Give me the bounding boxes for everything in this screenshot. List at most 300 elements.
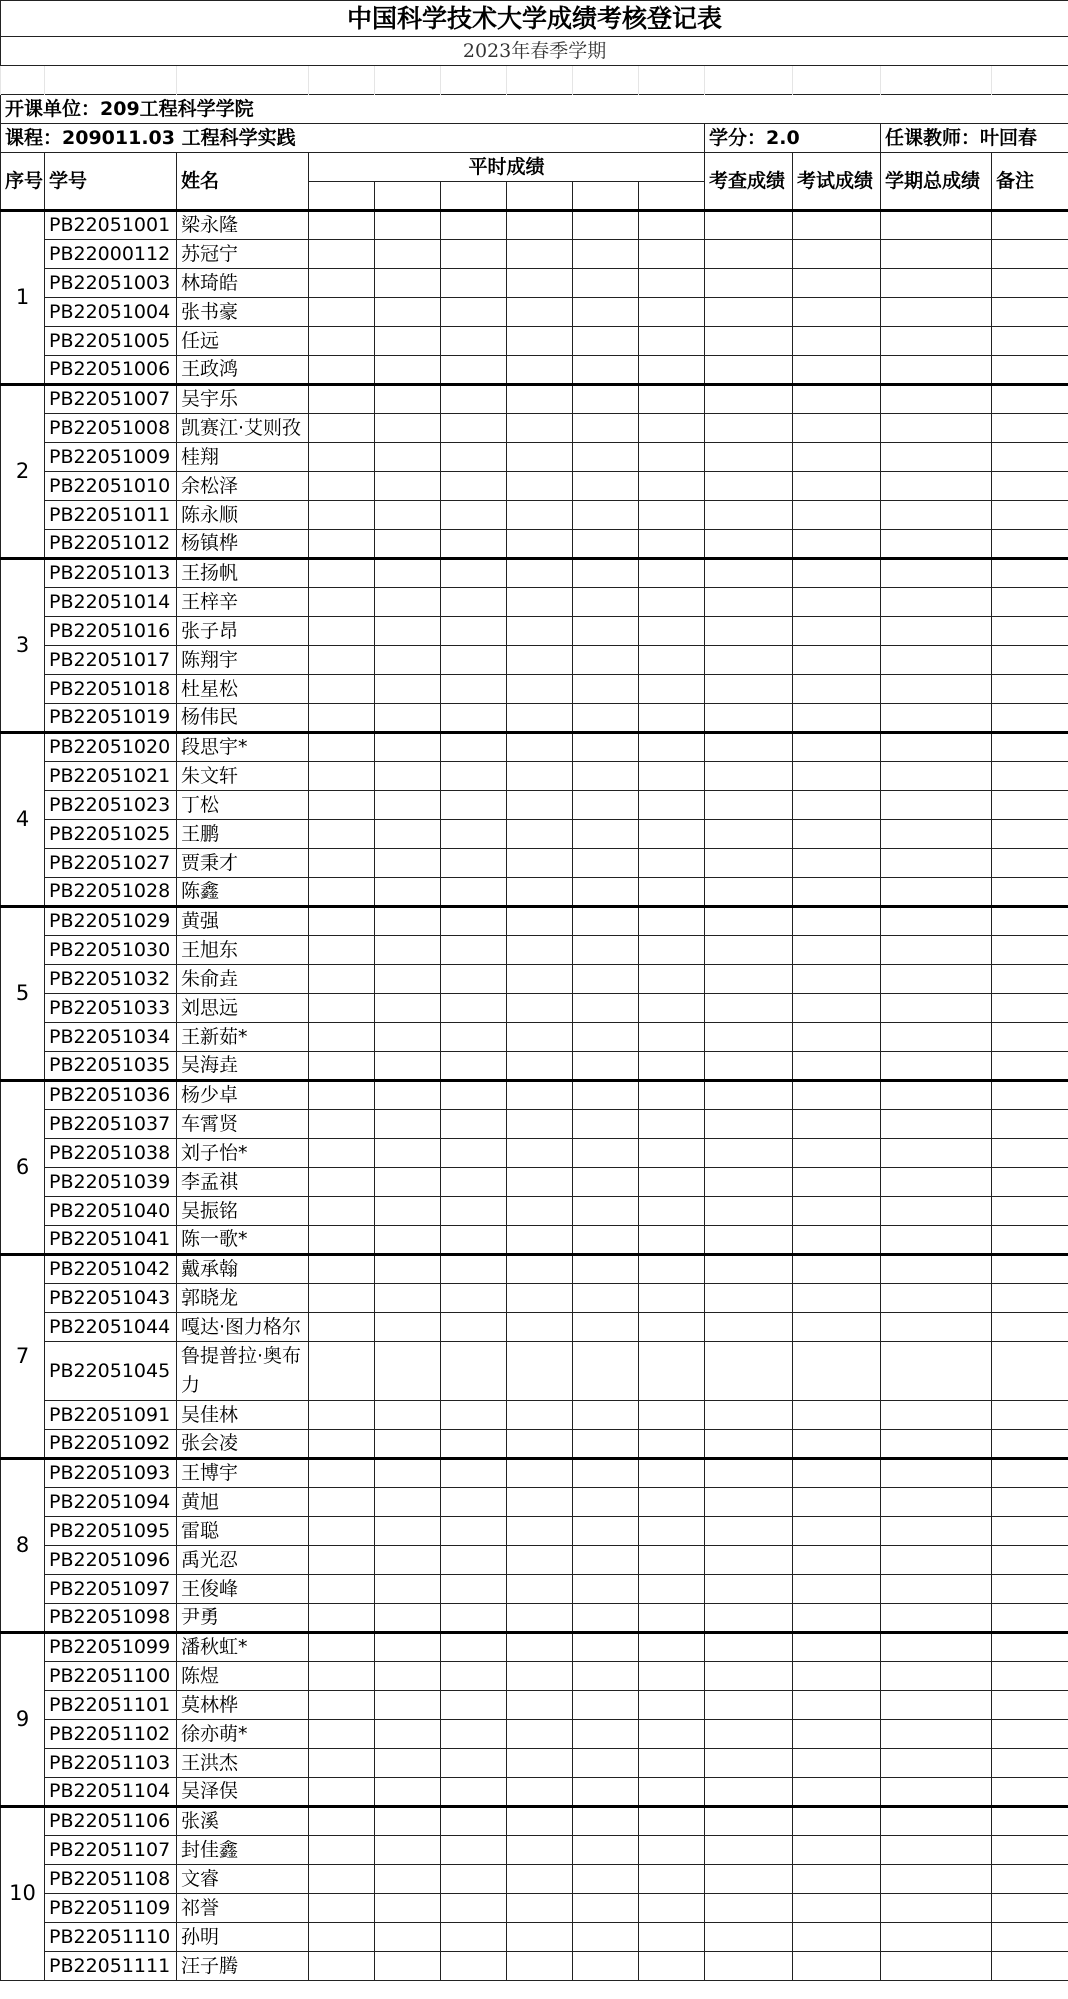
regular-score-cell[interactable] [309, 385, 375, 414]
exam-score-cell[interactable] [793, 1894, 881, 1923]
total-score-cell[interactable] [881, 1865, 992, 1894]
regular-score-cell[interactable] [573, 501, 639, 530]
regular-score-cell[interactable] [507, 1836, 573, 1865]
regular-score-cell[interactable] [309, 1778, 375, 1807]
check-score-cell[interactable] [705, 385, 793, 414]
regular-score-cell[interactable] [309, 327, 375, 356]
exam-score-cell[interactable] [793, 1662, 881, 1691]
regular-score-cell[interactable] [441, 791, 507, 820]
regular-score-cell[interactable] [639, 1923, 705, 1952]
total-score-cell[interactable] [881, 646, 992, 675]
regular-score-cell[interactable] [639, 1401, 705, 1430]
regular-score-cell[interactable] [573, 820, 639, 849]
total-score-cell[interactable] [881, 1197, 992, 1226]
exam-score-cell[interactable] [793, 356, 881, 385]
check-score-cell[interactable] [705, 1778, 793, 1807]
check-score-cell[interactable] [705, 1952, 793, 1981]
note-cell[interactable] [992, 1342, 1068, 1401]
note-cell[interactable] [992, 1023, 1068, 1052]
total-score-cell[interactable] [881, 211, 992, 240]
regular-score-cell[interactable] [375, 1836, 441, 1865]
regular-score-cell[interactable] [573, 530, 639, 559]
check-score-cell[interactable] [705, 1023, 793, 1052]
exam-score-cell[interactable] [793, 994, 881, 1023]
total-score-cell[interactable] [881, 820, 992, 849]
note-cell[interactable] [992, 646, 1068, 675]
exam-score-cell[interactable] [793, 385, 881, 414]
regular-score-cell[interactable] [309, 704, 375, 733]
regular-score-cell[interactable] [441, 1488, 507, 1517]
regular-score-cell[interactable] [309, 820, 375, 849]
regular-score-cell[interactable] [573, 1168, 639, 1197]
exam-score-cell[interactable] [793, 1836, 881, 1865]
regular-score-cell[interactable] [375, 1952, 441, 1981]
regular-score-cell[interactable] [573, 1052, 639, 1081]
regular-score-cell[interactable] [639, 211, 705, 240]
check-score-cell[interactable] [705, 298, 793, 327]
regular-score-cell[interactable] [309, 849, 375, 878]
regular-score-cell[interactable] [375, 588, 441, 617]
regular-score-cell[interactable] [639, 385, 705, 414]
regular-score-cell[interactable] [441, 1139, 507, 1168]
regular-score-cell[interactable] [309, 269, 375, 298]
regular-score-cell[interactable] [375, 791, 441, 820]
check-score-cell[interactable] [705, 1894, 793, 1923]
regular-score-cell[interactable] [573, 385, 639, 414]
exam-score-cell[interactable] [793, 501, 881, 530]
total-score-cell[interactable] [881, 965, 992, 994]
total-score-cell[interactable] [881, 1284, 992, 1313]
regular-score-cell[interactable] [375, 1662, 441, 1691]
regular-score-cell[interactable] [507, 1575, 573, 1604]
regular-score-cell[interactable] [309, 1459, 375, 1488]
regular-score-cell[interactable] [507, 1284, 573, 1313]
regular-score-cell[interactable] [639, 1168, 705, 1197]
regular-score-cell[interactable] [507, 936, 573, 965]
regular-score-cell[interactable] [441, 994, 507, 1023]
total-score-cell[interactable] [881, 1081, 992, 1110]
regular-score-cell[interactable] [639, 1226, 705, 1255]
regular-score-cell[interactable] [375, 1110, 441, 1139]
regular-score-cell[interactable] [507, 1488, 573, 1517]
regular-score-cell[interactable] [375, 1604, 441, 1633]
regular-score-cell[interactable] [573, 269, 639, 298]
regular-score-cell[interactable] [507, 414, 573, 443]
exam-score-cell[interactable] [793, 704, 881, 733]
total-score-cell[interactable] [881, 1662, 992, 1691]
exam-score-cell[interactable] [793, 849, 881, 878]
regular-score-cell[interactable] [507, 1401, 573, 1430]
regular-score-cell[interactable] [573, 211, 639, 240]
regular-score-cell[interactable] [441, 240, 507, 269]
check-score-cell[interactable] [705, 762, 793, 791]
exam-score-cell[interactable] [793, 1197, 881, 1226]
exam-score-cell[interactable] [793, 1546, 881, 1575]
regular-score-cell[interactable] [309, 1110, 375, 1139]
regular-score-cell[interactable] [441, 1255, 507, 1284]
regular-score-cell[interactable] [507, 675, 573, 704]
exam-score-cell[interactable] [793, 1139, 881, 1168]
exam-score-cell[interactable] [793, 1604, 881, 1633]
regular-score-cell[interactable] [573, 1546, 639, 1575]
regular-score-cell[interactable] [309, 1168, 375, 1197]
check-score-cell[interactable] [705, 1139, 793, 1168]
total-score-cell[interactable] [881, 1749, 992, 1778]
note-cell[interactable] [992, 936, 1068, 965]
total-score-cell[interactable] [881, 443, 992, 472]
exam-score-cell[interactable] [793, 1401, 881, 1430]
exam-score-cell[interactable] [793, 965, 881, 994]
regular-score-cell[interactable] [573, 1401, 639, 1430]
check-score-cell[interactable] [705, 1923, 793, 1952]
regular-score-cell[interactable] [639, 1691, 705, 1720]
total-score-cell[interactable] [881, 849, 992, 878]
regular-score-cell[interactable] [573, 1430, 639, 1459]
exam-score-cell[interactable] [793, 530, 881, 559]
regular-score-cell[interactable] [507, 994, 573, 1023]
regular-score-cell[interactable] [639, 1110, 705, 1139]
regular-score-cell[interactable] [507, 1430, 573, 1459]
total-score-cell[interactable] [881, 501, 992, 530]
regular-score-cell[interactable] [441, 1517, 507, 1546]
regular-score-cell[interactable] [639, 733, 705, 762]
note-cell[interactable] [992, 1807, 1068, 1836]
regular-score-cell[interactable] [309, 1952, 375, 1981]
exam-score-cell[interactable] [793, 1720, 881, 1749]
check-score-cell[interactable] [705, 1546, 793, 1575]
regular-score-cell[interactable] [441, 211, 507, 240]
total-score-cell[interactable] [881, 675, 992, 704]
regular-score-cell[interactable] [573, 1284, 639, 1313]
regular-score-cell[interactable] [507, 356, 573, 385]
regular-score-cell[interactable] [507, 1168, 573, 1197]
regular-score-cell[interactable] [309, 1691, 375, 1720]
note-cell[interactable] [992, 1226, 1068, 1255]
note-cell[interactable] [992, 1952, 1068, 1981]
regular-score-cell[interactable] [639, 1459, 705, 1488]
total-score-cell[interactable] [881, 1488, 992, 1517]
check-score-cell[interactable] [705, 617, 793, 646]
check-score-cell[interactable] [705, 1720, 793, 1749]
regular-score-cell[interactable] [441, 1430, 507, 1459]
check-score-cell[interactable] [705, 559, 793, 588]
regular-score-cell[interactable] [639, 907, 705, 936]
note-cell[interactable] [992, 1778, 1068, 1807]
regular-score-cell[interactable] [507, 1662, 573, 1691]
regular-score-cell[interactable] [639, 646, 705, 675]
exam-score-cell[interactable] [793, 617, 881, 646]
regular-score-cell[interactable] [309, 878, 375, 907]
exam-score-cell[interactable] [793, 1691, 881, 1720]
regular-score-cell[interactable] [375, 1139, 441, 1168]
regular-score-cell[interactable] [309, 1575, 375, 1604]
check-score-cell[interactable] [705, 1807, 793, 1836]
regular-score-cell[interactable] [375, 1546, 441, 1575]
regular-score-cell[interactable] [573, 559, 639, 588]
regular-score-cell[interactable] [573, 1691, 639, 1720]
regular-score-cell[interactable] [375, 762, 441, 791]
total-score-cell[interactable] [881, 385, 992, 414]
regular-score-cell[interactable] [441, 762, 507, 791]
regular-score-cell[interactable] [573, 1575, 639, 1604]
regular-score-cell[interactable] [441, 617, 507, 646]
regular-score-cell[interactable] [309, 1517, 375, 1546]
regular-score-cell[interactable] [573, 1662, 639, 1691]
regular-score-cell[interactable] [639, 617, 705, 646]
regular-score-cell[interactable] [375, 1459, 441, 1488]
regular-score-cell[interactable] [639, 530, 705, 559]
check-score-cell[interactable] [705, 1313, 793, 1342]
regular-score-cell[interactable] [375, 1894, 441, 1923]
total-score-cell[interactable] [881, 1807, 992, 1836]
regular-score-cell[interactable] [639, 1807, 705, 1836]
check-score-cell[interactable] [705, 443, 793, 472]
regular-score-cell[interactable] [573, 849, 639, 878]
regular-score-cell[interactable] [573, 472, 639, 501]
regular-score-cell[interactable] [441, 1894, 507, 1923]
regular-score-cell[interactable] [309, 240, 375, 269]
exam-score-cell[interactable] [793, 791, 881, 820]
regular-score-cell[interactable] [375, 1052, 441, 1081]
exam-score-cell[interactable] [793, 472, 881, 501]
regular-score-cell[interactable] [507, 791, 573, 820]
regular-score-cell[interactable] [309, 1284, 375, 1313]
regular-score-cell[interactable] [639, 559, 705, 588]
regular-score-cell[interactable] [573, 1313, 639, 1342]
total-score-cell[interactable] [881, 936, 992, 965]
check-score-cell[interactable] [705, 849, 793, 878]
check-score-cell[interactable] [705, 588, 793, 617]
exam-score-cell[interactable] [793, 1633, 881, 1662]
regular-score-cell[interactable] [639, 994, 705, 1023]
exam-score-cell[interactable] [793, 820, 881, 849]
check-score-cell[interactable] [705, 1284, 793, 1313]
regular-score-cell[interactable] [375, 1720, 441, 1749]
regular-score-cell[interactable] [507, 617, 573, 646]
note-cell[interactable] [992, 211, 1068, 240]
regular-score-cell[interactable] [375, 878, 441, 907]
regular-score-cell[interactable] [573, 414, 639, 443]
regular-score-cell[interactable] [441, 1865, 507, 1894]
total-score-cell[interactable] [881, 704, 992, 733]
regular-score-cell[interactable] [507, 1894, 573, 1923]
regular-score-cell[interactable] [441, 1401, 507, 1430]
exam-score-cell[interactable] [793, 1749, 881, 1778]
regular-score-cell[interactable] [375, 269, 441, 298]
exam-score-cell[interactable] [793, 559, 881, 588]
regular-score-cell[interactable] [309, 1139, 375, 1168]
regular-score-cell[interactable] [375, 1313, 441, 1342]
regular-score-cell[interactable] [441, 1720, 507, 1749]
exam-score-cell[interactable] [793, 1255, 881, 1284]
regular-score-cell[interactable] [441, 1284, 507, 1313]
regular-score-cell[interactable] [573, 675, 639, 704]
note-cell[interactable] [992, 994, 1068, 1023]
regular-score-cell[interactable] [639, 472, 705, 501]
regular-score-cell[interactable] [573, 1720, 639, 1749]
regular-score-cell[interactable] [507, 211, 573, 240]
regular-score-cell[interactable] [309, 472, 375, 501]
regular-score-cell[interactable] [441, 1168, 507, 1197]
regular-score-cell[interactable] [639, 1342, 705, 1401]
total-score-cell[interactable] [881, 269, 992, 298]
exam-score-cell[interactable] [793, 1284, 881, 1313]
regular-score-cell[interactable] [573, 356, 639, 385]
note-cell[interactable] [992, 704, 1068, 733]
total-score-cell[interactable] [881, 791, 992, 820]
regular-score-cell[interactable] [309, 762, 375, 791]
exam-score-cell[interactable] [793, 878, 881, 907]
regular-score-cell[interactable] [441, 1749, 507, 1778]
regular-score-cell[interactable] [375, 1226, 441, 1255]
check-score-cell[interactable] [705, 907, 793, 936]
regular-score-cell[interactable] [639, 327, 705, 356]
total-score-cell[interactable] [881, 472, 992, 501]
regular-score-cell[interactable] [507, 965, 573, 994]
regular-score-cell[interactable] [309, 1546, 375, 1575]
regular-score-cell[interactable] [375, 617, 441, 646]
regular-score-cell[interactable] [375, 994, 441, 1023]
regular-score-cell[interactable] [573, 443, 639, 472]
regular-score-cell[interactable] [639, 878, 705, 907]
exam-score-cell[interactable] [793, 733, 881, 762]
regular-score-cell[interactable] [507, 1923, 573, 1952]
regular-score-cell[interactable] [639, 849, 705, 878]
note-cell[interactable] [992, 414, 1068, 443]
exam-score-cell[interactable] [793, 1459, 881, 1488]
regular-score-cell[interactable] [507, 1313, 573, 1342]
regular-score-cell[interactable] [639, 1430, 705, 1459]
regular-score-cell[interactable] [375, 1255, 441, 1284]
note-cell[interactable] [992, 559, 1068, 588]
regular-score-cell[interactable] [375, 1807, 441, 1836]
exam-score-cell[interactable] [793, 1023, 881, 1052]
total-score-cell[interactable] [881, 1894, 992, 1923]
regular-score-cell[interactable] [441, 646, 507, 675]
note-cell[interactable] [992, 1836, 1068, 1865]
regular-score-cell[interactable] [507, 1807, 573, 1836]
regular-score-cell[interactable] [639, 1197, 705, 1226]
regular-score-cell[interactable] [375, 414, 441, 443]
regular-score-cell[interactable] [507, 588, 573, 617]
note-cell[interactable] [992, 269, 1068, 298]
regular-score-cell[interactable] [441, 298, 507, 327]
regular-score-cell[interactable] [639, 762, 705, 791]
regular-score-cell[interactable] [639, 820, 705, 849]
check-score-cell[interactable] [705, 1662, 793, 1691]
regular-score-cell[interactable] [507, 327, 573, 356]
total-score-cell[interactable] [881, 1633, 992, 1662]
note-cell[interactable] [992, 1313, 1068, 1342]
regular-score-cell[interactable] [441, 472, 507, 501]
note-cell[interactable] [992, 1459, 1068, 1488]
regular-score-cell[interactable] [375, 1023, 441, 1052]
regular-score-cell[interactable] [507, 1255, 573, 1284]
exam-score-cell[interactable] [793, 1488, 881, 1517]
regular-score-cell[interactable] [573, 1081, 639, 1110]
regular-score-cell[interactable] [639, 298, 705, 327]
regular-score-cell[interactable] [375, 530, 441, 559]
regular-score-cell[interactable] [441, 1546, 507, 1575]
check-score-cell[interactable] [705, 1633, 793, 1662]
regular-score-cell[interactable] [507, 1081, 573, 1110]
regular-score-cell[interactable] [441, 1081, 507, 1110]
regular-score-cell[interactable] [507, 1110, 573, 1139]
regular-score-cell[interactable] [573, 1197, 639, 1226]
regular-score-cell[interactable] [639, 1023, 705, 1052]
note-cell[interactable] [992, 443, 1068, 472]
exam-score-cell[interactable] [793, 1226, 881, 1255]
exam-score-cell[interactable] [793, 1952, 881, 1981]
regular-score-cell[interactable] [639, 1633, 705, 1662]
regular-score-cell[interactable] [573, 791, 639, 820]
total-score-cell[interactable] [881, 1836, 992, 1865]
regular-score-cell[interactable] [507, 240, 573, 269]
regular-score-cell[interactable] [573, 1865, 639, 1894]
regular-score-cell[interactable] [309, 1662, 375, 1691]
regular-score-cell[interactable] [639, 1952, 705, 1981]
note-cell[interactable] [992, 1052, 1068, 1081]
exam-score-cell[interactable] [793, 907, 881, 936]
regular-score-cell[interactable] [639, 965, 705, 994]
regular-score-cell[interactable] [441, 1807, 507, 1836]
check-score-cell[interactable] [705, 936, 793, 965]
regular-score-cell[interactable] [375, 1575, 441, 1604]
regular-score-cell[interactable] [309, 1430, 375, 1459]
regular-score-cell[interactable] [375, 1342, 441, 1401]
note-cell[interactable] [992, 1720, 1068, 1749]
regular-score-cell[interactable] [507, 1023, 573, 1052]
regular-score-cell[interactable] [507, 1052, 573, 1081]
regular-score-cell[interactable] [507, 1952, 573, 1981]
note-cell[interactable] [992, 1749, 1068, 1778]
regular-score-cell[interactable] [441, 530, 507, 559]
regular-score-cell[interactable] [573, 1894, 639, 1923]
regular-score-cell[interactable] [507, 1517, 573, 1546]
regular-score-cell[interactable] [375, 1865, 441, 1894]
regular-score-cell[interactable] [441, 1226, 507, 1255]
regular-score-cell[interactable] [375, 1633, 441, 1662]
total-score-cell[interactable] [881, 762, 992, 791]
check-score-cell[interactable] [705, 1226, 793, 1255]
check-score-cell[interactable] [705, 1488, 793, 1517]
exam-score-cell[interactable] [793, 1778, 881, 1807]
note-cell[interactable] [992, 1865, 1068, 1894]
check-score-cell[interactable] [705, 240, 793, 269]
check-score-cell[interactable] [705, 211, 793, 240]
exam-score-cell[interactable] [793, 1865, 881, 1894]
check-score-cell[interactable] [705, 1052, 793, 1081]
check-score-cell[interactable] [705, 965, 793, 994]
regular-score-cell[interactable] [639, 240, 705, 269]
total-score-cell[interactable] [881, 1255, 992, 1284]
regular-score-cell[interactable] [309, 211, 375, 240]
regular-score-cell[interactable] [375, 472, 441, 501]
check-score-cell[interactable] [705, 472, 793, 501]
total-score-cell[interactable] [881, 1691, 992, 1720]
regular-score-cell[interactable] [639, 1575, 705, 1604]
regular-score-cell[interactable] [375, 356, 441, 385]
regular-score-cell[interactable] [375, 704, 441, 733]
regular-score-cell[interactable] [507, 878, 573, 907]
regular-score-cell[interactable] [309, 1401, 375, 1430]
regular-score-cell[interactable] [375, 1197, 441, 1226]
regular-score-cell[interactable] [375, 1488, 441, 1517]
regular-score-cell[interactable] [573, 1778, 639, 1807]
exam-score-cell[interactable] [793, 1923, 881, 1952]
regular-score-cell[interactable] [573, 733, 639, 762]
regular-score-cell[interactable] [441, 327, 507, 356]
